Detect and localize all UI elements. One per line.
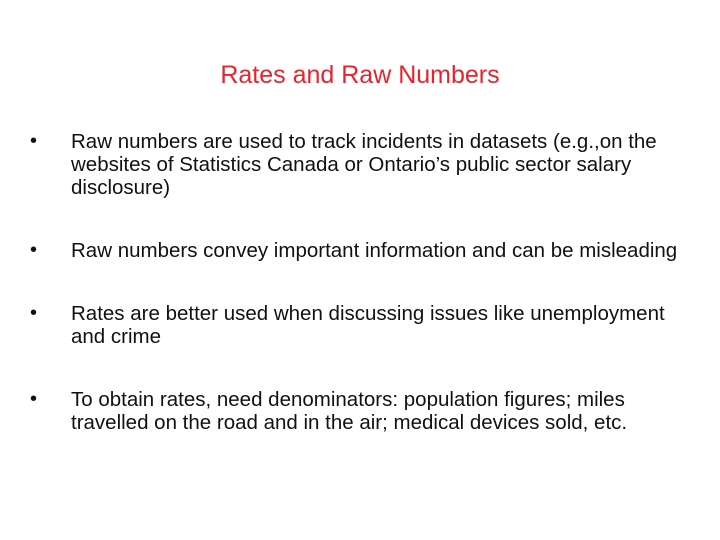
bullet-list bbox=[30, 130, 680, 434]
bullet-text: Raw numbers convey important information and can be misleading bbox=[71, 239, 678, 262]
bullet-item bbox=[30, 388, 680, 434]
slide-title: Rates and Raw Numbers bbox=[220, 61, 500, 89]
bullet-dot-icon: • bbox=[30, 302, 38, 324]
bullet-dot-icon: • bbox=[30, 239, 38, 261]
bullet-text: Rates are better used when discussing issues like unemployment and crime bbox=[71, 302, 665, 348]
bullet-item bbox=[30, 130, 680, 199]
bullet-text: Raw numbers are used to track incidents in datasets (e.g.,on the websites of Statistics Canada or Ontario’s public sector salary disclosure) bbox=[71, 130, 657, 199]
bullet-dot-icon: • bbox=[30, 130, 38, 152]
bullet-item bbox=[30, 239, 680, 262]
bullet-text: To obtain rates, need denominators: population figures; miles travelled on the road and in the air; medical devices sold, etc. bbox=[71, 388, 628, 434]
bullet-item bbox=[30, 302, 680, 348]
bullet-dot-icon: • bbox=[30, 388, 38, 410]
